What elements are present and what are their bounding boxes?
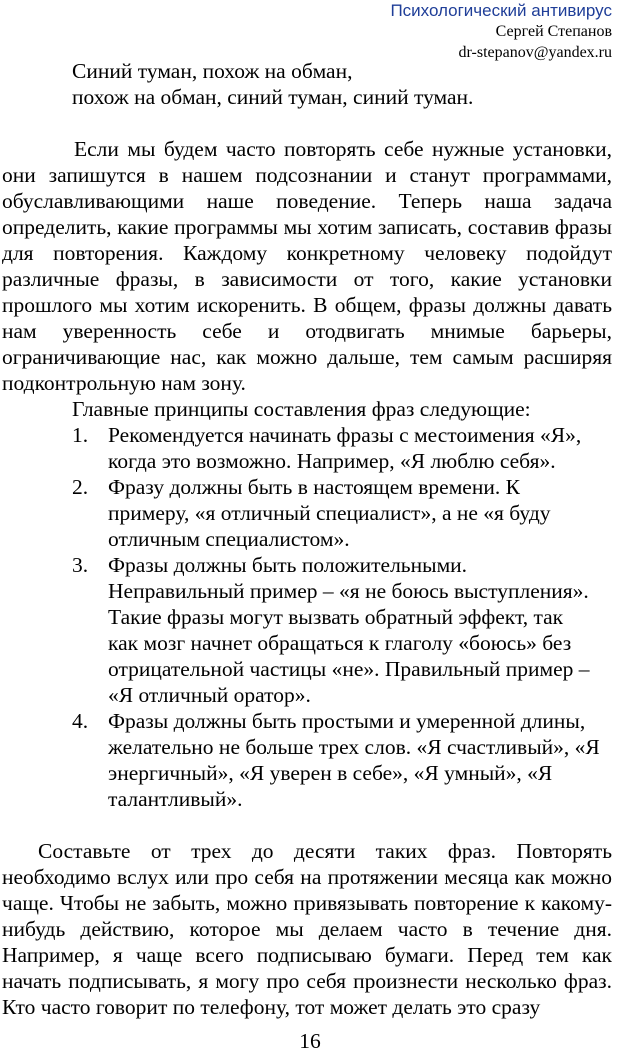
page-number: 16 xyxy=(299,1029,321,1053)
list-line: Такие фразы могут вызвать обратный эффект, так xyxy=(108,605,564,629)
list-line: «Я отличный оратор». xyxy=(108,683,311,707)
list-line: как мозг начнет обращаться к глаголу «боюсь» без xyxy=(108,631,572,655)
list-line: Неправильный пример – «я не боюсь выступления». xyxy=(108,579,589,603)
blank-line xyxy=(0,812,612,838)
list-item xyxy=(0,708,612,812)
page-body xyxy=(0,58,612,1020)
list-line: желательно не больше трех слов. «Я счастливый», «Я xyxy=(108,735,600,759)
blank-line xyxy=(0,110,612,136)
list-line: отличным специалистом». xyxy=(108,527,350,551)
list-item xyxy=(0,474,612,552)
author-email: dr-stepanov@yandex.ru xyxy=(458,44,612,61)
list-number: 3. xyxy=(72,553,89,577)
principles-heading: Главные принципы составления фраз следующие: xyxy=(72,397,531,421)
list-item xyxy=(0,552,612,708)
list-line: энергичный», «Я уверен в себе», «Я умный», «Я xyxy=(108,761,553,785)
list-line: Фразу должны быть в настоящем времени. К xyxy=(108,475,520,499)
epigraph-line: похож на обман, синий туман, синий туман. xyxy=(72,85,474,109)
principles-list xyxy=(0,422,612,812)
list-line: Фразы должны быть простыми и умеренной длины, xyxy=(108,709,586,733)
paragraph-intro: Если мы будем часто повторять себе нужные установки, они запишутся в нашем подсознании и станут программами, обуславливающими наше поведение. Теперь наша задача определить, какие программы мы хотим записать, составив фразы для повторения. Каждому конкретному человеку подойдут различные фразы, в зависимости от того, какие установки прошлого мы хотим искоренить. В общем, фразы должны давать нам уверенность себе и отодвигать мнимые барьеры, ограничивающие нас, как можно дальше, тем самым расширяя подконтрольную нам зону. xyxy=(2,137,612,395)
list-line: талантливый». xyxy=(108,787,243,811)
list-line: Фразы должны быть положительными. xyxy=(108,553,468,577)
list-line: отрицательной частицы «не». Правильный пример – xyxy=(108,657,590,681)
author-name: Сергей Степанов xyxy=(495,23,612,40)
list-line: Рекомендуется начинать фразы с местоимения «Я», xyxy=(108,423,582,447)
list-number: 1. xyxy=(72,423,89,447)
running-header xyxy=(390,0,612,63)
list-line: примеру, «я отличный специалист», а не «я буду xyxy=(108,501,551,525)
epigraph xyxy=(72,58,612,110)
list-line: когда это возможно. Например, «Я люблю себя». xyxy=(108,449,556,473)
paragraph-practice: Составьте от трех до десяти таких фраз. Повторять необходимо вслух или про себя на протяжении месяца как можно чаще. Чтобы не забыть, можно привязывать повторение к какому-нибудь действию, которое мы делаем часто в течение дня. Например, я чаще всего подписываю бумаги. Перед тем как начать подписывать, я могу про себя произнести несколько фраз. Кто часто говорит по телефону, тот может делать это сразу xyxy=(2,839,612,1019)
list-number: 2. xyxy=(72,475,89,499)
list-item xyxy=(0,422,612,474)
list-number: 4. xyxy=(72,709,89,733)
epigraph-line: Синий туман, похож на обман, xyxy=(72,59,353,83)
book-title: Психологический антивирус xyxy=(390,1,612,20)
